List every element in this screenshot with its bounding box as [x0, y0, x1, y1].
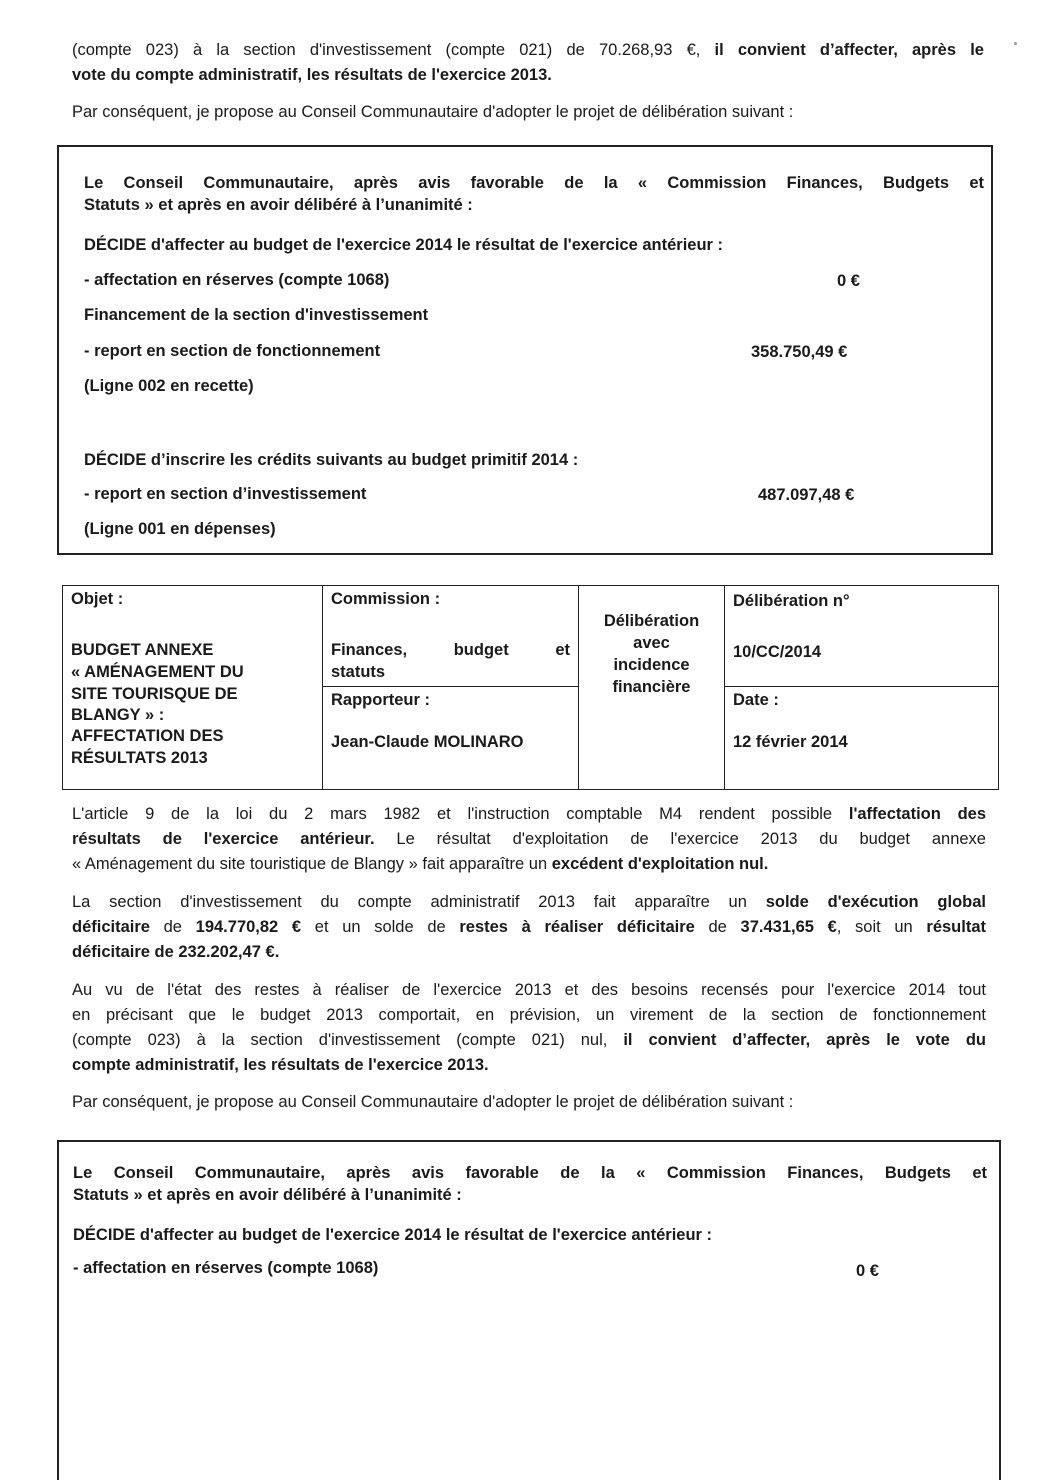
- box1-ligne-002: (Ligne 002 en recette): [84, 377, 254, 395]
- rapporteur-content: [323, 687, 578, 755]
- incidence-line-1: Délibération: [603, 612, 700, 630]
- box1-report-fonct-label: - report en section de fonctionnement: [84, 342, 381, 360]
- p1-line-2-bold: résultats de l'exercice antérieur.: [72, 830, 375, 848]
- incidence-line-4: financière: [612, 678, 691, 696]
- commission-line-1: [331, 639, 570, 661]
- p2-line-3: déficitaire de 232.202,47 €.: [72, 943, 280, 961]
- date-cell: [725, 687, 999, 790]
- box1-decide-1: DÉCIDE d'affecter au budget de l'exercice 2014 le résultat de l'exercice antérieur :: [84, 236, 724, 254]
- objet-label: Objet :: [71, 590, 124, 608]
- rapporteur-value: Jean-Claude MOLINARO: [331, 733, 524, 751]
- body-proposal: [72, 1090, 992, 1115]
- commission-label: Commission :: [331, 590, 441, 608]
- p3-line-3-text: (compte 023) à la section d'investissement (compte 021) nul,: [72, 1031, 608, 1049]
- objet-line-2: « AMÉNAGEMENT DU: [71, 663, 244, 681]
- box1-reserves-amount: 0 €: [837, 272, 860, 290]
- box1-report-invest-amount: 487.097,48 €: [758, 486, 855, 504]
- intro-line-1-text: (compte 023) à la section d'investissement (compte 021) de 70.268,93 €,: [72, 41, 701, 59]
- incidence-line-3: incidence: [613, 656, 690, 674]
- paragraph-article-9: [72, 802, 986, 877]
- p1-line-1-bold: l'affectation des: [848, 805, 987, 823]
- p2-soit: , soit un: [836, 918, 927, 936]
- commission-content: [323, 586, 578, 685]
- box1-decide-2: DÉCIDE d’inscrire les crédits suivants au budget primitif 2014 :: [84, 451, 579, 469]
- rapporteur-cell: [323, 687, 579, 790]
- box1-preamble: [84, 172, 984, 216]
- p3-line-3: [72, 1028, 986, 1053]
- p1-line-2: [72, 827, 986, 852]
- p2-amount-2: 37.431,65 €: [740, 918, 837, 936]
- incidence-cell: [579, 586, 725, 790]
- commission-word-3: et: [555, 641, 570, 659]
- paragraph-investissement: [72, 890, 986, 965]
- date-label: Date :: [733, 691, 779, 709]
- objet-line-4: BLANGY » :: [71, 706, 165, 724]
- box1-reserves-label: - affectation en réserves (compte 1068): [84, 271, 390, 289]
- date-spacer: [733, 711, 990, 731]
- p1-line-1: [72, 802, 986, 827]
- deliberation-spacer: [733, 612, 990, 641]
- paragraph-au-vu: [72, 978, 986, 1078]
- box1-ligne-001: (Ligne 001 en dépenses): [84, 520, 276, 538]
- p3-line-4: compte administratif, les résultats de l'exercice 2013.: [72, 1056, 489, 1074]
- intro-proposal-text: Par conséquent, je propose au Conseil Communautaire d'adopter le projet de délibération suivant :: [72, 103, 794, 121]
- objet-line-6: RÉSULTATS 2013: [71, 749, 208, 767]
- p2-line-1: [72, 890, 986, 915]
- box2-decide-1: DÉCIDE d'affecter au budget de l'exercice 2014 le résultat de l'exercice antérieur :: [73, 1226, 713, 1244]
- rapporteur-spacer: [331, 711, 570, 731]
- objet-cell: [63, 586, 323, 790]
- deliberation-number-label: Délibération n°: [733, 592, 850, 610]
- box1-report-fonct-amount: 358.750,49 €: [751, 343, 848, 361]
- p1-line-1-text: L'article 9 de la loi du 2 mars 1982 et l'instruction comptable M4 rendent possible: [72, 805, 849, 823]
- deliberation-number-content: [725, 586, 998, 665]
- p2-resultat: résultat: [926, 918, 987, 936]
- p3-line-2: en précisant que le budget 2013 comportait, en prévision, un virement de la section de fonctionnement: [72, 1006, 986, 1024]
- box1-financement: Financement de la section d'investissement: [84, 306, 429, 324]
- intro-line-2: vote du compte administratif, les résultats de l'exercice 2013.: [72, 66, 552, 84]
- commission-word-1: Finances,: [331, 641, 408, 659]
- deliberation-header-table: [62, 585, 999, 790]
- deliberation-number-value: 10/CC/2014: [733, 643, 822, 661]
- commission-cell: [323, 586, 579, 687]
- p2-de-2: de: [694, 918, 741, 936]
- p2-et-solde: et un solde de: [301, 918, 460, 936]
- box1-preamble-line-1: Le Conseil Communautaire, après avis favorable de la « Commission Finances, Budgets et: [84, 174, 984, 192]
- rapporteur-label: Rapporteur :: [331, 691, 430, 709]
- box2-reserves-amount: 0 €: [856, 1262, 879, 1280]
- intro-proposal: [72, 100, 992, 125]
- objet-line-5: AFFECTATION DES: [71, 727, 224, 745]
- p1-line-3-text: « Aménagement du site touristique de Blangy » fait apparaître un: [72, 855, 552, 873]
- date-value: 12 février 2014: [733, 733, 848, 751]
- p1-line-3: [72, 852, 986, 877]
- p2-de-1: de: [149, 918, 196, 936]
- date-content: [725, 687, 998, 755]
- body-proposal-text: Par conséquent, je propose au Conseil Communautaire d'adopter le projet de délibération suivant :: [72, 1093, 794, 1111]
- p2-line-2: [72, 915, 986, 940]
- objet-line-1: BUDGET ANNEXE: [71, 641, 214, 659]
- p1-line-3-bold: excédent d'exploitation nul.: [551, 855, 769, 873]
- deliberation-number-cell: [725, 586, 999, 687]
- p1-line-2-text: Le résultat d'exploitation de l'exercice 2013 du budget annexe: [374, 830, 986, 848]
- p2-deficitaire: déficitaire: [72, 918, 150, 936]
- commission-word-2: budget: [453, 641, 509, 659]
- incidence-line-2: avec: [633, 634, 670, 652]
- p2-restes: restes à réaliser déficitaire: [459, 918, 695, 936]
- incidence-content: [579, 586, 724, 698]
- p3-line-1: Au vu de l'état des restes à réaliser de l'exercice 2013 et des besoins recensés pour l'exercice 2014 tout: [72, 981, 986, 999]
- intro-line-1-bold: il convient d’affecter, après le: [700, 41, 984, 59]
- box2-preamble: [73, 1162, 987, 1206]
- scan-speck: [1014, 42, 1017, 45]
- box1-report-invest-label: - report en section d’investissement: [84, 485, 367, 503]
- box2-preamble-line-2: Statuts » et après en avoir délibéré à l’unanimité :: [73, 1186, 462, 1204]
- box2-reserves-label: - affectation en réserves (compte 1068): [73, 1259, 379, 1277]
- p2-line-1-text: La section d'investissement du compte administratif 2013 fait apparaître un: [72, 893, 766, 911]
- p2-amount-1: 194.770,82 €: [195, 918, 302, 936]
- box2-preamble-line-1: Le Conseil Communautaire, après avis favorable de la « Commission Finances, Budgets et: [73, 1164, 987, 1182]
- p3-line-3-bold: il convient d’affecter, après le vote du: [607, 1031, 986, 1049]
- objet-line-3: SITE TOURISQUE DE: [71, 685, 238, 703]
- objet-spacer: [71, 610, 314, 639]
- objet-content: [63, 586, 322, 771]
- commission-spacer: [331, 610, 570, 639]
- intro-line-1: [72, 38, 984, 63]
- intro-paragraph: [72, 38, 984, 88]
- box1-preamble-line-2: Statuts » et après en avoir délibéré à l’unanimité :: [84, 196, 473, 214]
- p2-line-1-bold: solde d'exécution global: [765, 893, 987, 911]
- commission-line-2: statuts: [331, 663, 386, 681]
